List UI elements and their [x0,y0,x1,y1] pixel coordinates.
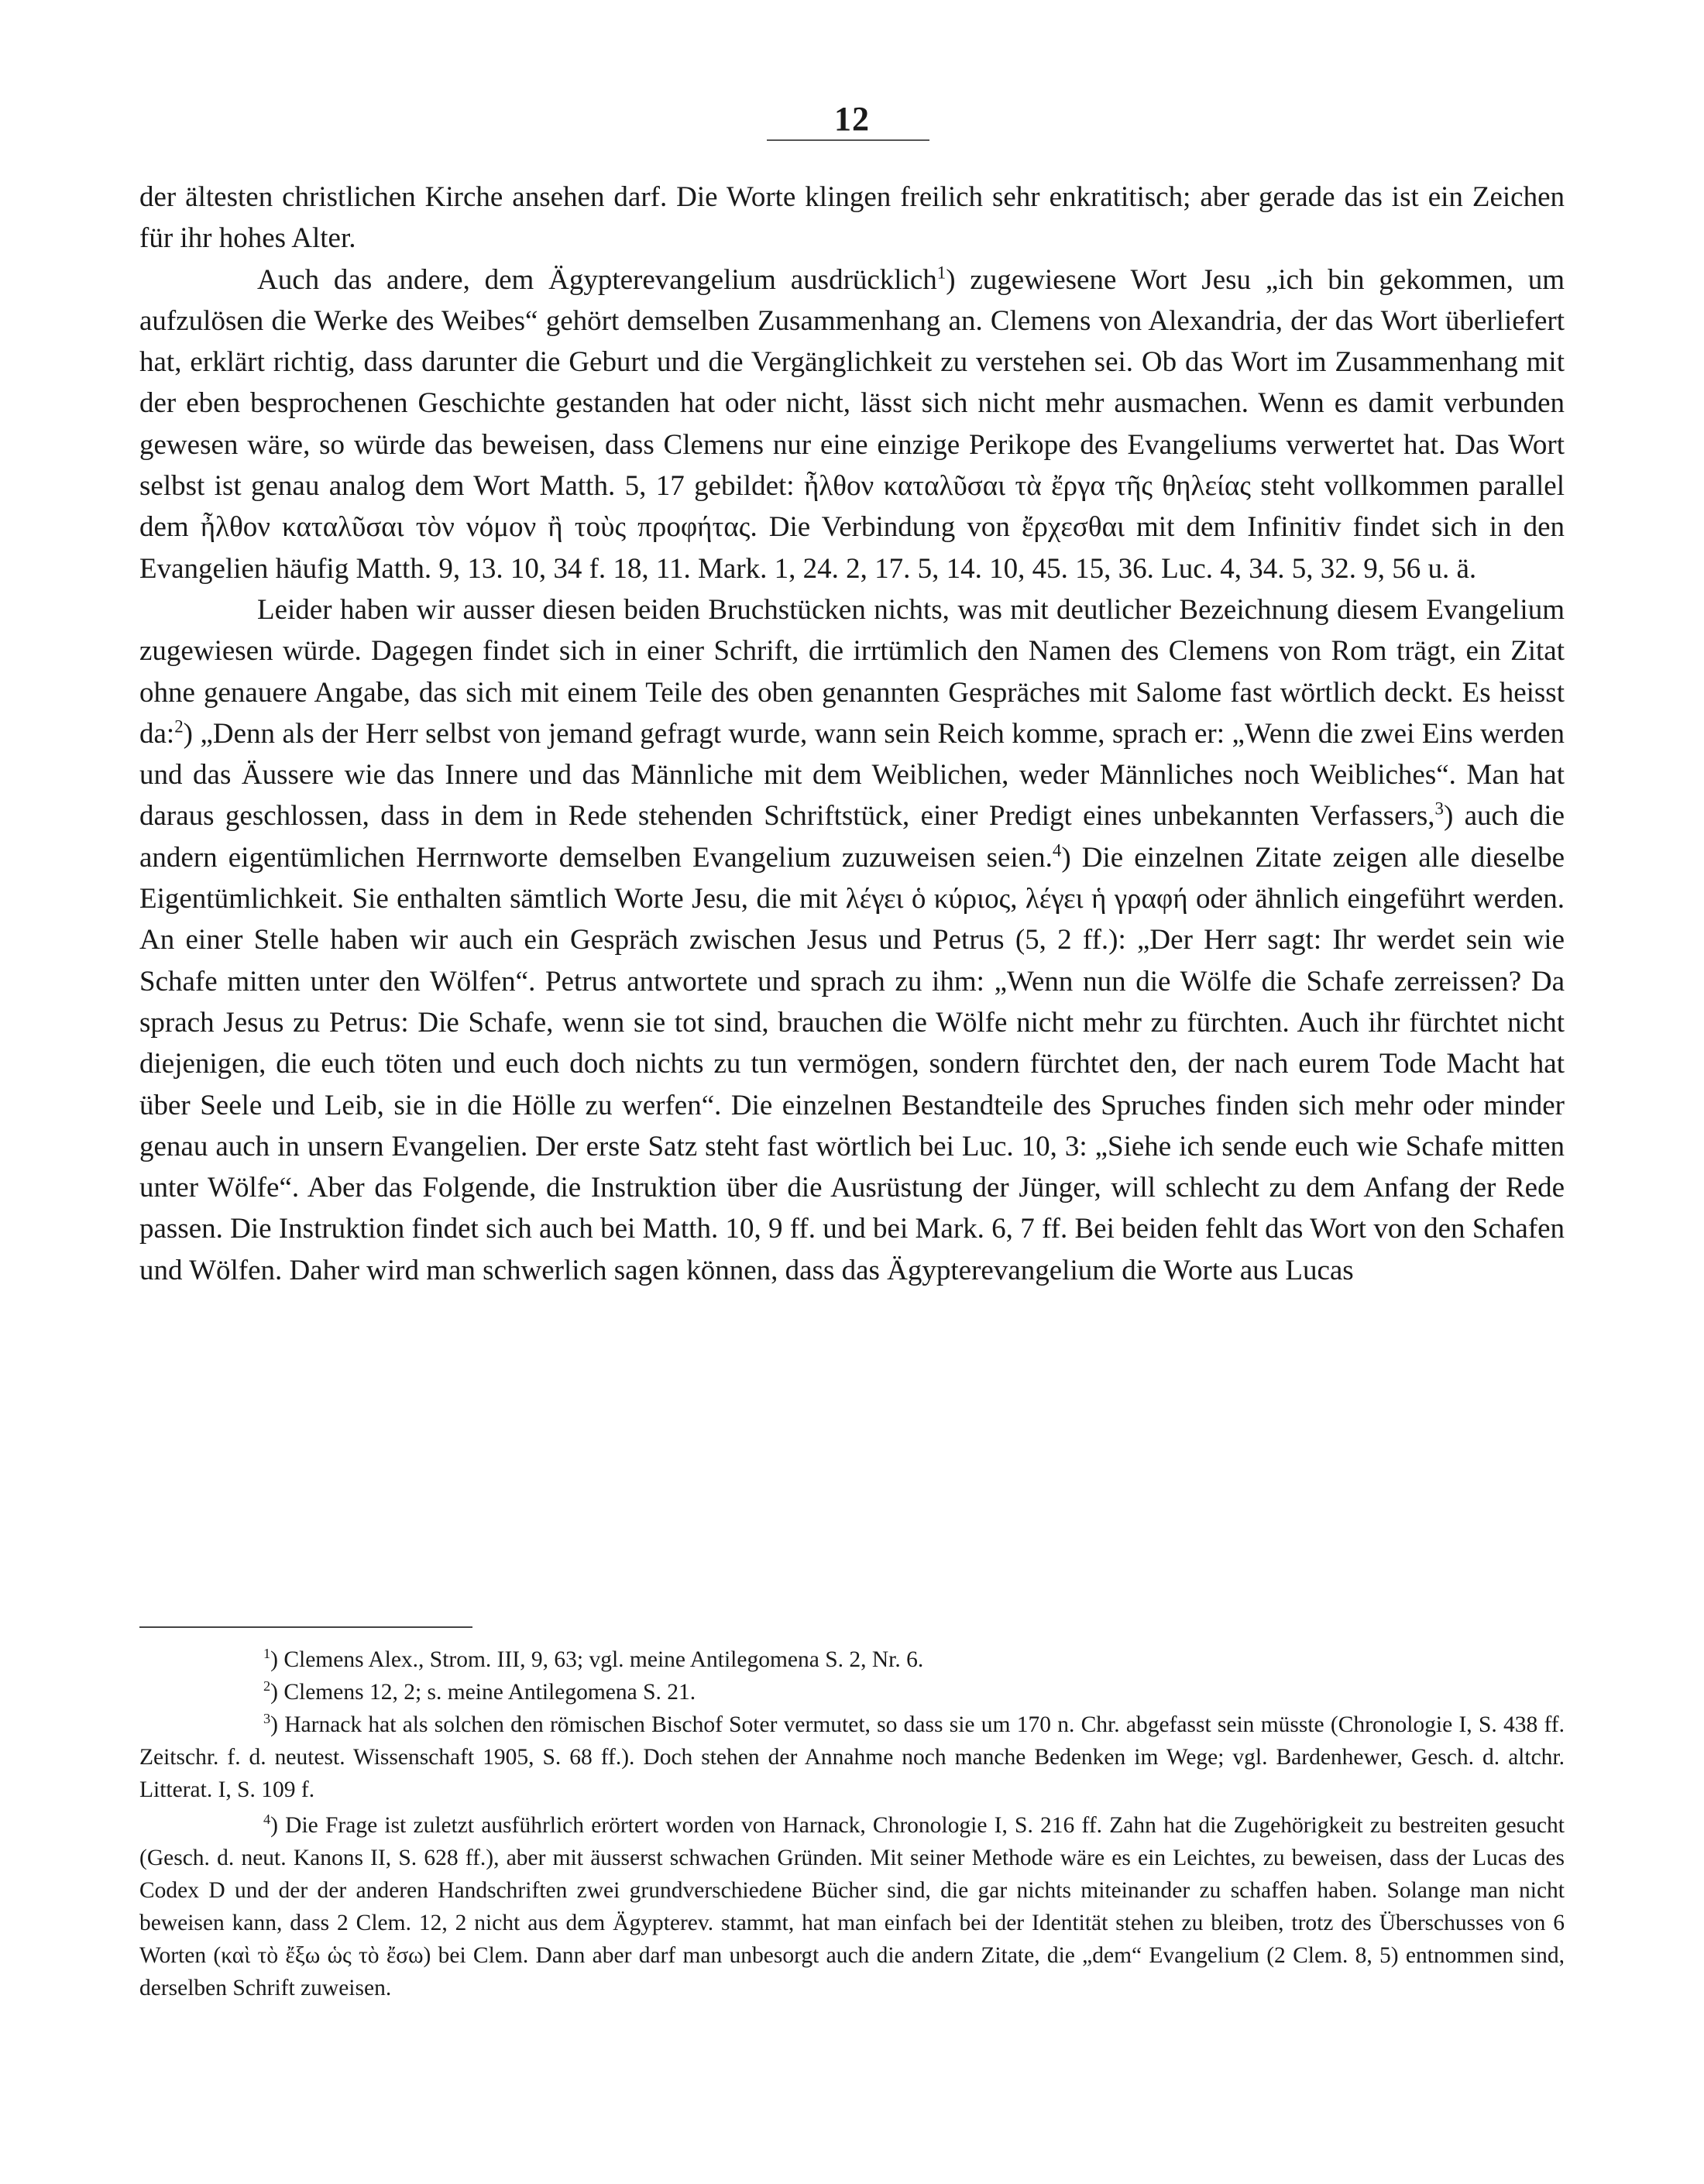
footnote-ref-2[interactable]: 2 [174,716,184,737]
paragraph-3-text-a: Leider haben wir ausser diesen beiden Bruchstücken nichts, was mit deutlicher Bezeichnung diesem Evangelium zugewiesen würde. Dagegen findet sich in einer Schrift, die irrtümlich den Namen des Clemens von Rom trägt, ein Zitat ohne genauere Angabe, das sich mit einem Teile des oben genannten Gespräches mit Salome fast wörtlich deckt. Es heisst da: [139,593,1565,750]
paragraph-3-text-d: ) Die einzelnen Zitate zeigen alle dieselbe Eigentümlichkeit. Sie enthalten sämtlich Worte Jesu, die mit λέγει ὁ κύριος, λέγει ἡ γραφή oder ähnlich eingeführt werden. An einer Stelle haben wir auch ein Gespräch zwischen Jesus und Petrus (5, 2 ff.): „Der Herr sagt: Ihr werdet sein wie Schafe mitten unter den Wölfen“. Petrus antwortete und sprach zu ihm: „Wenn nun die Wölfe die Schafe zerreissen? Da sprach Jesus zu Petrus: Die Schafe, wenn sie tot sind, brauchen die Wölfe nicht mehr zu fürchten. Auch ihr fürchtet nicht diejenigen, die euch töten und euch doch nichts zu tun vermögen, sondern fürchtet den, der nach eurem Tode Macht hat über Seele und Leib, sie in die Hölle zu werfen“. Die einzelnen Bestandteile des Spruches finden sich mehr oder minder genau auch in unsern Evangelien. Der erste Satz steht fast wörtlich bei Luc. 10, 3: „Siehe ich sende euch wie Schafe mitten unter Wölfe“. Aber das Folgende, die Instruktion über die Ausrüstung der Jünger, will schlecht zu dem Anfang der Rede passen. Die Instruktion findet sich auch bei Matth. 10, 9 ff. und bei Mark. 6, 7 ff. Bei beiden fehlt das Wort von den Schafen und Wölfen. Daher wird man schwerlich sagen können, dass das Ägypterevangelium die Worte aus Lucas [139,841,1565,1286]
footnote-text: ) Die Frage ist zuletzt ausführlich erörtert worden von Harnack, Chronologie I, S. 216 ff. Zahn hat die Zugehörigkeit zu bestreiten gesucht (Gesch. d. neut. Kanons II, S. 628 ff.), aber mit äusserst schwachen Gründen. Mit seiner Methode wäre es ein Leichtes, zu beweisen, dass der Lucas des Codex D und der der anderen Handschriften zwei grundverschiedene Bücher sind, die gar nichts miteinander zu schaffen haben. Solange man nicht beweisen kann, dass 2 Clem. 12, 2 nicht aus dem Ägypterev. stammt, hat man einfach bei der Identität stehen zu bleiben, trotz des Überschusses von 6 Worten (καὶ τὸ ἔξω ὡς τὸ ἔσω) bei Clem. Dann aber darf man unbesorgt auch die andern Zitate, die „dem“ Evangelium (2 Clem. 8, 5) entnommen sind, derselben Schrift zuweisen. [139,1813,1565,2000]
footnote-text: ) Clemens Alex., Strom. III, 9, 63; vgl. meine Antilegomena S. 2, Nr. 6. [270,1647,924,1672]
paragraph-2 [139,259,1565,589]
footnote-mark: 1 [263,1646,271,1662]
main-text [139,177,1565,1291]
header-rule [767,139,929,141]
footnotes [139,1643,1565,2004]
footnote-ref-3[interactable]: 3 [1434,799,1444,819]
footnote-mark: 2 [263,1678,271,1695]
footnote-text: ) Harnack hat als solchen den römischen Bischof Soter vermutet, so dass sie um 170 n. Chr. abgefasst sein müsste (Chronologie I, S. 438 ff. Zeitschr. f. d. neutest. Wissenschaft 1905, S. 68 ff.). Doch stehen der Annahme noch manche Bedenken im Wege; vgl. Bardenhewer, Gesch. d. altchr. Litterat. I, S. 109 f. [139,1712,1565,1802]
paragraph-1-text: der ältesten christlichen Kirche ansehen darf. Die Worte klingen freilich sehr enkratitisch; aber gerade das ist ein Zeichen für ihr hohes Alter. [139,181,1565,255]
paragraph-3 [139,589,1565,1291]
footnote-mark: 3 [263,1711,271,1727]
paragraph-3-text-c: ) auch die andern eigentümlichen Herrnworte demselben Evangelium zuzuweisen seien. [139,800,1565,874]
paragraph-1 [139,177,1565,259]
footnote-ref-1[interactable]: 1 [936,263,946,283]
page-number: 12 [834,100,870,138]
paragraph-3-text-b: ) „Denn als der Herr selbst von jemand gefragt wurde, wann sein Reich komme, sprach er: „Wenn die zwei Eins werden und das Äussere wie das Innere und das Männliche mit dem Weiblichen, weder Männliches noch Weibliches“. Man hat daraus geschlossen, dass in dem in Rede stehenden Schriftstück, einer Predigt eines unbekannten Verfassers, [139,717,1565,833]
footnote-4 [139,1809,1565,2004]
footnote-mark: 4 [263,1811,271,1828]
paragraph-2-text-a: Auch das andere, dem Ägypterevangelium ausdrücklich [257,263,937,296]
footnote-ref-4[interactable]: 4 [1052,840,1062,860]
footnote-text: ) Clemens 12, 2; s. meine Antilegomena S. 21. [270,1680,696,1705]
footnote-1 [139,1643,1565,1676]
footnote-3 [139,1708,1565,1806]
paragraph-2-text-b: ) zugewiesene Wort Jesu „ich bin gekommen, um aufzulösen die Werke des Weibes“ gehört demselben Zusammenhang an. Clemens von Alexandria, der das Wort überliefert hat, erklärt richtig, dass darunter die Geburt und die Vergänglichkeit zu verstehen sei. Ob das Wort im Zusammenhang mit der eben besprochenen Geschichte gestanden hat oder nicht, lässt sich nicht mehr ausmachen. Wenn es damit verbunden gewesen wäre, so würde das beweisen, dass Clemens nur eine einzige Perikope des Evangeliums verwertet hat. Das Wort selbst ist genau analog dem Wort Matth. 5, 17 gebildet: ἦλθον καταλῦσαι τὰ ἔργα τῆς θηλείας steht vollkommen parallel dem ἦλθον καταλῦσαι τὸν νόμον ἢ τοὺς προφήτας. Die Verbindung von ἔρχεσθαι mit dem Infinitiv findet sich in den Evangelien häufig Matth. 9, 13. 10, 34 f. 18, 11. Mark. 1, 24. 2, 17. 5, 14. 10, 45. 15, 36. Luc. 4, 34. 5, 32. 9, 56 u. ä. [139,263,1565,585]
footnote-2 [139,1676,1565,1708]
footnote-rule [139,1626,472,1628]
